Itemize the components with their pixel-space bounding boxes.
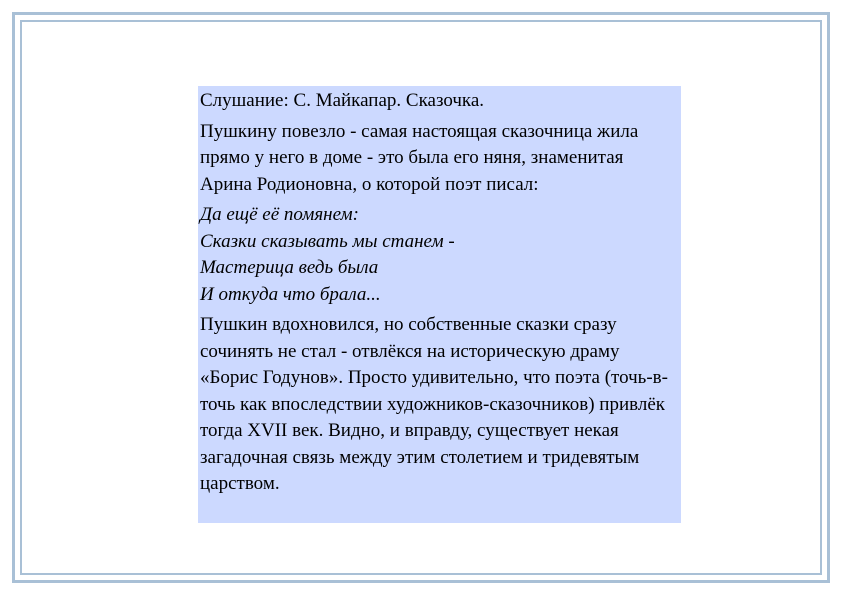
heading-text: Слушание: С. Майкапар. Сказочка. — [200, 90, 485, 111]
poem-line: И откуда что брала... — [200, 283, 381, 305]
paragraph-intro: Пушкину повезло - самая настоящая сказочница жила прямо у него в доме - это была его няня, знаменитая Арина Родионовна, о которой поэт писал: — [200, 120, 639, 195]
poem-line: Мастерица ведь была — [200, 257, 379, 278]
poem-quote — [200, 202, 679, 308]
poem-line: Да ещё её помянем: — [200, 204, 359, 225]
text-box — [198, 86, 681, 523]
poem-line: Сказки сказывать мы станем - — [200, 230, 455, 252]
paragraph-body: Пушкин вдохновился, но собственные сказки сразу сочинять не стал - отвлёкся на историческую драму «Борис Годунов». Просто удивительно, что поэта (точь-в-точь как впоследствии художников-сказочников) привлёк тогда XVII век. Видно, и вправду, существует некая загадочная связь между этим столетием и тридевятым царством. — [200, 314, 668, 494]
